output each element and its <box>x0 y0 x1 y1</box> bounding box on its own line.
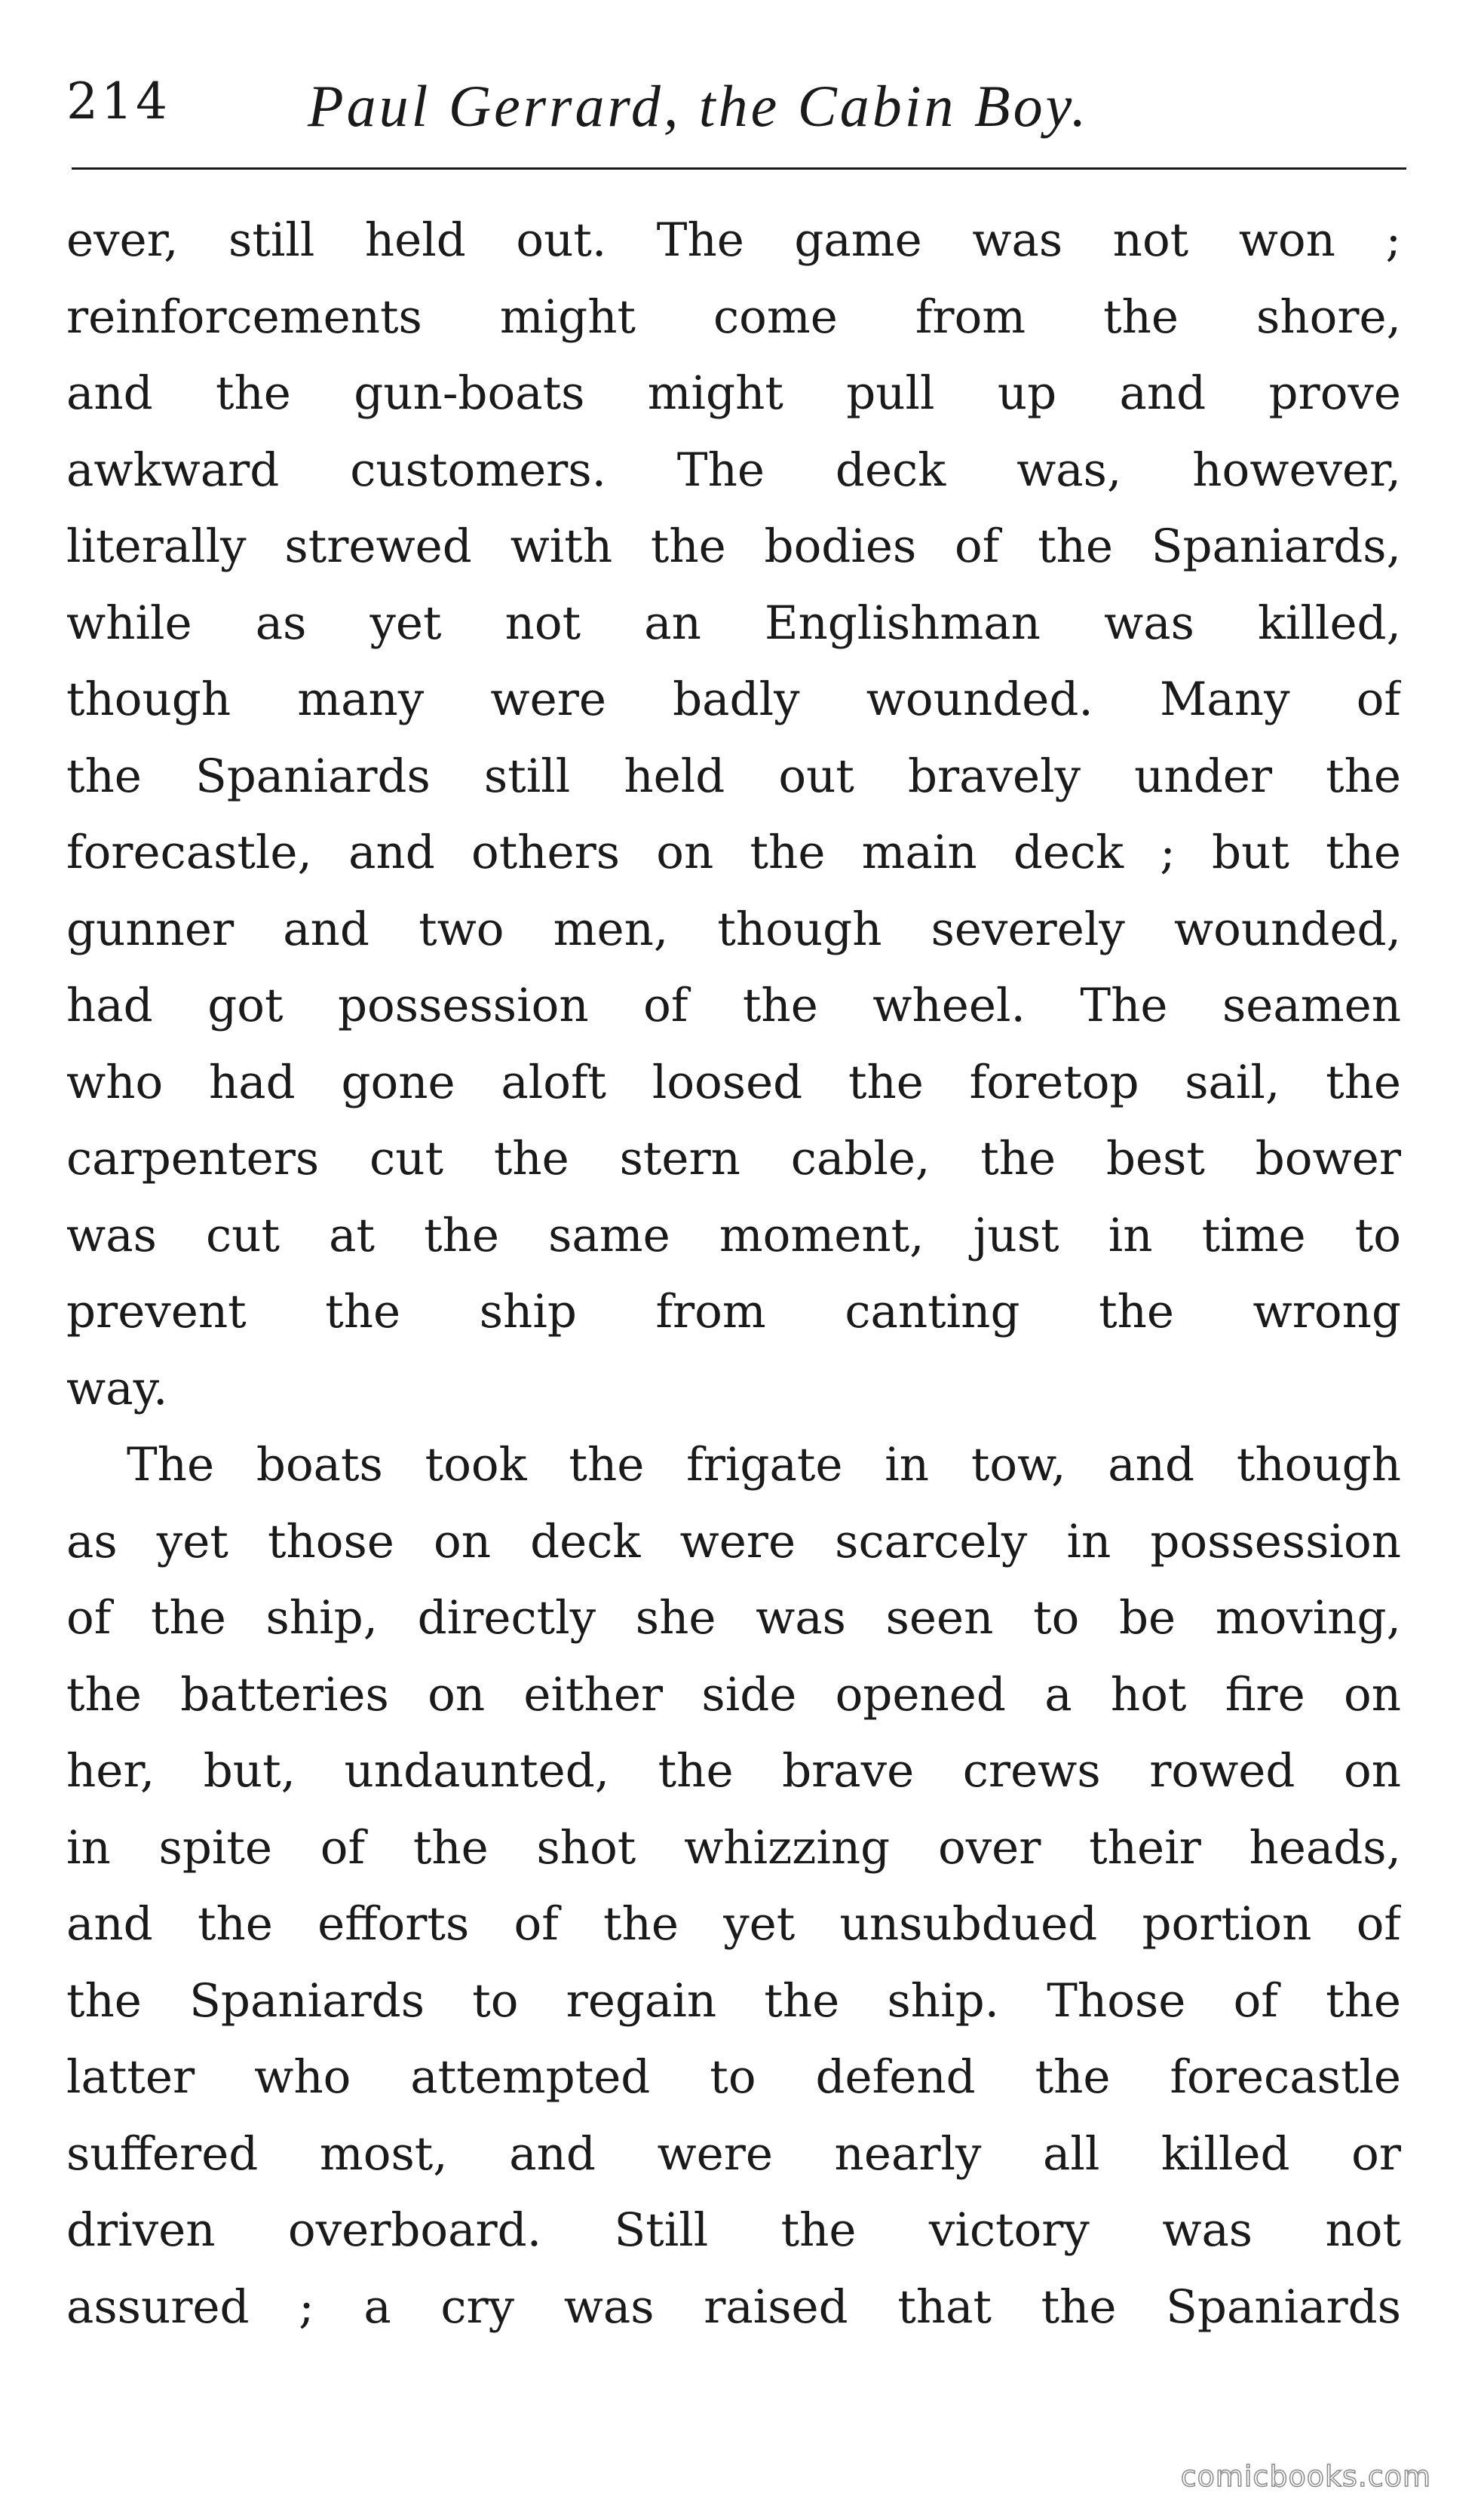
text-line: as yet those on deck were scarcely in possession <box>66 1514 1401 1568</box>
page-header <box>66 72 1401 155</box>
text-line: though many were badly wounded. Many of <box>66 673 1401 726</box>
text-line: the Spaniards to regain the ship. Those of the <box>66 1973 1401 2028</box>
text-line: way. <box>66 1361 168 1415</box>
text-line: had got possession of the wheel. The seamen <box>66 979 1401 1032</box>
text-line: assured ; a cry was raised that the Spaniards <box>66 2280 1401 2334</box>
text-line: ever, still held out. The game was not won ; <box>66 213 1401 267</box>
header-rule <box>72 167 1406 170</box>
page-number: 214 <box>66 72 170 130</box>
text-line: carpenters cut the stern cable, the best bower <box>66 1132 1401 1185</box>
text-line: was cut at the same moment, just in time to <box>66 1208 1401 1262</box>
text-line: and the gun-boats might pull up and prove <box>66 366 1401 420</box>
text-line: the Spaniards still held out bravely under the <box>66 749 1401 803</box>
text-line: her, but, undaunted, the brave crews rowed on <box>66 1744 1401 1798</box>
text-line: suffered most, and were nearly all killed or <box>66 2126 1401 2181</box>
text-line: forecastle, and others on the main deck ; but the <box>66 826 1401 879</box>
running-title: Paul Gerrard, the Cabin Boy. <box>308 73 1090 139</box>
text-line: of the ship, directly she was seen to be moving, <box>66 1591 1401 1645</box>
text-line: who had gone aloft loosed the foretop sail, the <box>66 1055 1401 1109</box>
text-line: driven overboard. Still the victory was not <box>66 2203 1401 2257</box>
text-line: The boats took the frigate in tow, and though <box>127 1438 1401 1492</box>
text-line: and the efforts of the yet unsubdued portion of <box>66 1897 1401 1951</box>
text-line: in spite of the shot whizzing over their heads, <box>66 1820 1401 1875</box>
text-line: prevent the ship from canting the wrong <box>66 1285 1401 1338</box>
text-line: literally strewed with the bodies of the Spaniards, <box>66 520 1401 573</box>
text-line: latter who attempted to defend the forecastle <box>66 2050 1401 2104</box>
text-line: while as yet not an Englishman was killed, <box>66 596 1401 650</box>
text-line: the batteries on either side opened a hot fire on <box>66 1667 1401 1722</box>
body-text <box>66 202 1401 2345</box>
text-line: reinforcements might come from the shore, <box>66 290 1401 344</box>
text-line: gunner and two men, though severely wounded, <box>66 902 1401 956</box>
watermark: comicbooks.com <box>1180 2460 1431 2493</box>
text-line: awkward customers. The deck was, however, <box>66 443 1401 497</box>
